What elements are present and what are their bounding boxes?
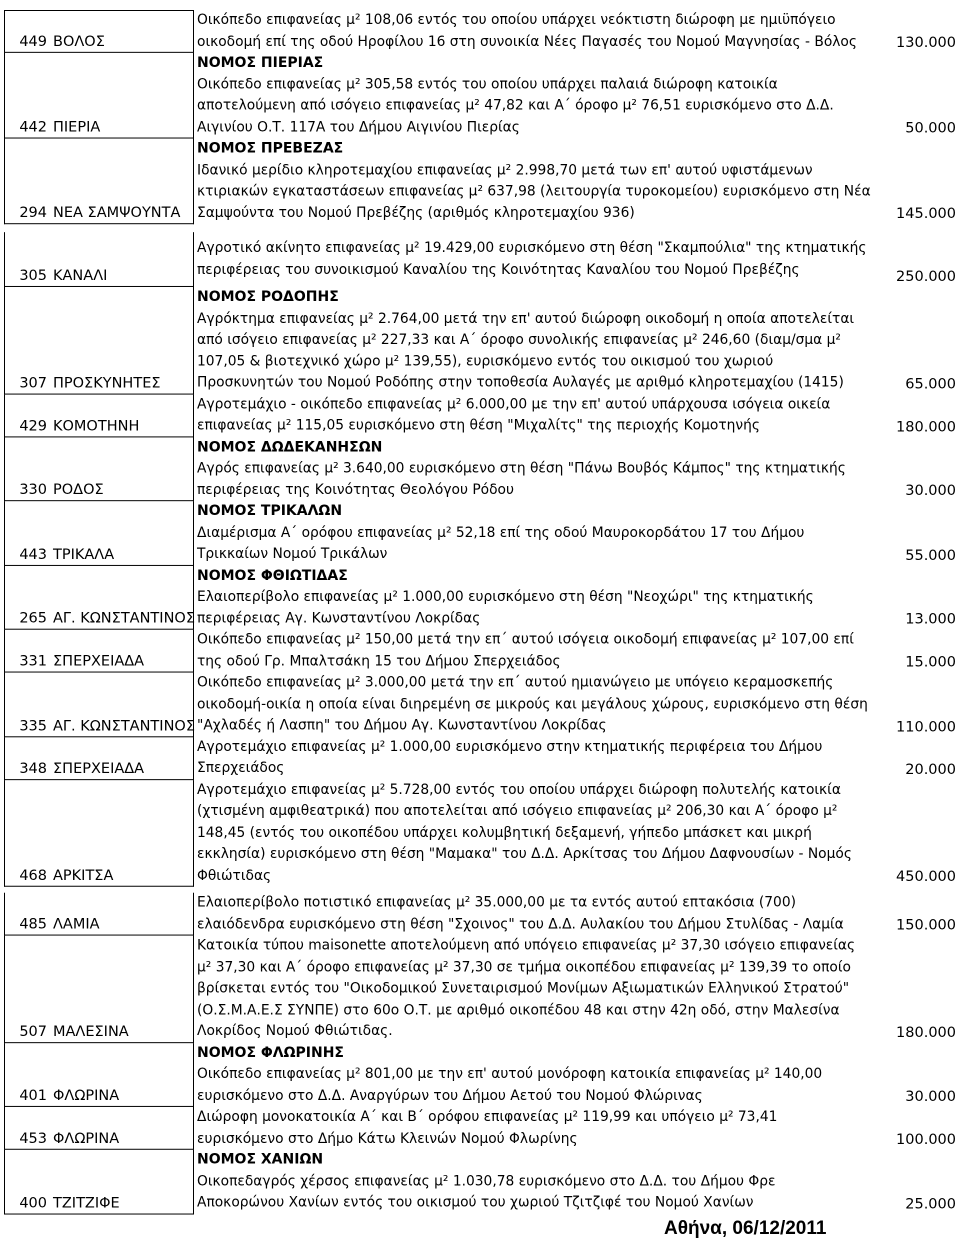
id-cell: [4, 53, 194, 139]
description-line: Αγροτεμάχιο - οικόπεδο επιφανείας μ² 6.000,00 με την επ' αυτού υπάρχουσα ισόγεια οικεία: [197, 396, 831, 413]
listing-code: 453: [19, 1130, 47, 1147]
price-amount: 15.000: [905, 654, 956, 671]
price-amount: 180.000: [896, 1024, 956, 1041]
listing-code: 442: [19, 119, 47, 136]
id-cell: [4, 287, 194, 394]
price-amount: 110.000: [896, 718, 956, 735]
price-amount: 50.000: [905, 120, 956, 137]
listing-code: 307: [19, 375, 47, 392]
table-row: [4, 1043, 956, 1107]
town-name: ΦΛΩΡΙΝΑ: [53, 1087, 120, 1104]
table-row: [4, 936, 956, 1043]
description-line: Οικόπεδο επιφανείας μ² 801,00 με την επ' αυτού μονόροφη κατοικία επιφανείας μ² 140,00: [197, 1066, 823, 1083]
price-amount: 145.000: [896, 206, 956, 223]
description-line: Αγροτεμάχιο επιφανείας μ² 5.728,00 εντός του οποίου υπάρχει διώροφη πολυτελής κατοικία: [197, 781, 841, 798]
listing-code: 401: [19, 1087, 47, 1104]
town-name: ΦΛΩΡΙΝΑ: [53, 1130, 120, 1147]
description-line: Οικοπεδαγρός χέρσος επιφανείας μ² 1.030,78 ευρισκόμενο στο Δ.Δ. του Δήμου Φρε: [197, 1173, 776, 1190]
table-row: [4, 232, 956, 287]
id-cell: [4, 565, 194, 629]
description-line: 107,05 & βιοτεχνικό χώρο μ² 139,55), ευρισκόμενο εντός του οικισμού του χωριού: [197, 353, 774, 370]
prefecture-heading: ΝΟΜΟΣ ΤΡΙΚΑΛΩΝ: [197, 503, 343, 520]
description-line: Διαμέρισμα Α΄ ορόφου επιφανείας μ² 52,18 επί της οδού Μαυροκορδάτου 17 του Δήμου: [197, 524, 805, 541]
description-line: Αγροτικό ακίνητο επιφανείας μ² 19.429,00 ευρισκόμενο στη θέση "Σκαμπούλια" της κτηματικής: [197, 240, 867, 257]
price-amount: 13.000: [905, 611, 956, 628]
description-line: Λοκρίδος Νομού Φθιώτιδας.: [197, 1023, 393, 1040]
description-cell: [197, 673, 868, 737]
town-name: ΤΖΙΤΖΙΦΕ: [53, 1195, 120, 1212]
id-cell: [4, 1043, 194, 1107]
description-line: Κατοικία τύπου maisonette αποτελούμενη από υπόγειο επιφανείας μ² 37,30 ισόγειο επιφανείας: [197, 937, 856, 954]
listing-code: 468: [19, 867, 47, 884]
listing-code: 265: [19, 610, 47, 627]
description-line: της οδού Γρ. Μπαλτσάκη 15 του Δήμου Σπερχειάδος: [197, 653, 561, 670]
description-line: Προσκυνητών του Νομού Ροδόπης στην τοποθεσία Αυλαγές με αριθμό κληροτεμαχίου (1415): [197, 374, 844, 391]
id-cell: [4, 630, 194, 673]
id-cell: [4, 780, 194, 887]
description-line: βρίσκεται εντός του "Οικοδομικού Συνεταιρισμού Μονίμων Αξιωματικών Ελληνικού Στρατού": [197, 980, 850, 997]
description-line: κτιριακών εγκαταστάσεων επιφανείας μ² 637,98 (λειτουργία τυροκομείου) ευρισκόμενο στη Νέα: [197, 183, 871, 200]
table-row: [4, 501, 956, 565]
prefecture-heading: ΝΟΜΟΣ ΔΩΔΕΚΑΝΗΣΩΝ: [197, 438, 383, 455]
table-row: [4, 737, 956, 780]
listing-code: 335: [19, 717, 47, 734]
description-cell: [197, 893, 852, 936]
description-line: Ιδανικό μερίδιο κληροτεμαχίου επιφανείας μ² 2.998,70 μετά των επ' αυτού υφιστάμενων: [197, 161, 813, 178]
id-cell: [4, 1150, 194, 1214]
description-line: Φθιώτιδας: [197, 867, 272, 884]
table-row: [4, 394, 956, 437]
id-cell: [4, 232, 194, 287]
description-cell: [197, 53, 852, 139]
description-line: οικοδομή επί της οδού Ηροφίλου 16 στη συνοικία Νέες Παγασές του Νομού Μαγνησίας - Βόλος: [197, 33, 857, 50]
description-line: Σπερχειάδος: [197, 760, 285, 777]
price-amount: 65.000: [905, 376, 956, 393]
description-line: από ισόγειο επιφανείας μ² 227,33 και Α΄ όροφο συνολικής επιφανείας μ² 246,60 (διαμ/σμα μ²: [197, 331, 841, 348]
price-amount: 20.000: [905, 761, 956, 778]
description-cell: [197, 501, 852, 565]
description-line: περιφέρειας του συνοικισμού Καναλίου της Κοινότητας Καναλίου του Νομού Πρεβέζης: [197, 261, 800, 278]
listing-code: 330: [19, 482, 47, 499]
town-name: ΣΠΕΡΧΕΙΑΔΑ: [53, 760, 145, 777]
price-amount: 130.000: [896, 34, 956, 51]
listing-code: 400: [19, 1195, 47, 1212]
listing-code: 294: [19, 205, 47, 222]
description-cell: [197, 737, 852, 780]
prefecture-heading: ΝΟΜΟΣ ΠΡΕΒΕΖΑΣ: [197, 140, 344, 157]
description-line: Διώροφη μονοκατοικία Α΄ και Β΄ ορόφου επιφανείας μ² 119,99 και υπόγειο μ² 73,41: [197, 1108, 778, 1125]
description-line: Οικόπεδο επιφανείας μ² 108,06 εντός του οποίου υπάρχει νεόκτιστη διώροφη με ημιϋπόγειο: [197, 11, 836, 28]
description-line: Οικόπεδο επιφανείας μ² 305,58 εντός του οποίου υπάρχει παλαιά διώροφη κατοικία: [197, 76, 778, 93]
description-cell: [197, 10, 857, 53]
table-row: [4, 1150, 956, 1214]
description-line: ευρισκόμενο στο Δήμο Κάτω Κλεινών Νομού Φλωρίνης: [197, 1130, 578, 1147]
id-cell: [4, 394, 194, 437]
description-line: Αγρόκτημα επιφανείας μ² 2.764,00 μετά την επ' αυτού διώροφη οικοδομή η οποία αποτελείται: [197, 310, 855, 327]
id-cell: [4, 673, 194, 737]
table-row: [4, 630, 956, 673]
price-amount: 25.000: [905, 1196, 956, 1213]
description-line: Αγρός επιφανείας μ² 3.640,00 ευρισκόμενο στη θέση "Πάνω Βουβός Κάμπος" της κτηματικής: [197, 460, 846, 477]
description-cell: [197, 232, 867, 281]
description-line: (Ο.Σ.Μ.Α.Ε.Σ ΣΥΝΠΕ) στο 60ο Ο.Τ. με αριθμό οικοπέδου 48 και στην 42η οδό, στην Μαλεσίνα: [197, 1001, 840, 1018]
table-row: [4, 565, 956, 629]
description-line: ελαιόδενδρα ευρισκόμενο στη θέση "Σχοινος" του Δ.Δ. Αυλακίου του Δήμου Στυλίδας - Λαμία: [197, 916, 844, 933]
table-row: [4, 780, 956, 887]
town-name: ΠΡΟΣΚΥΝΗΤΕΣ: [53, 375, 161, 392]
description-line: Σαμψούντα του Νομού Πρεβέζης (αριθμός κληροτεμαχίου 936): [197, 204, 635, 221]
description-line: περιφέρειας της Κοινότητας Θεολόγου Ρόδου: [197, 481, 514, 498]
description-cell: [197, 394, 852, 437]
description-cell: [197, 936, 856, 1043]
description-line: Ελαιοπερίβολο ποτιστικό επιφανείας μ² 35.000,00 με τα εντός αυτού επτακόσια (700): [197, 894, 796, 911]
listing-code: 485: [19, 916, 47, 933]
prefecture-heading: ΝΟΜΟΣ ΦΛΩΡΙΝΗΣ: [197, 1044, 344, 1061]
town-name: ΝΕΑ ΣΑΜΨΟΥΝΤΑ: [53, 205, 181, 222]
price-amount: 100.000: [896, 1131, 956, 1148]
town-name: ΚΟΜΟΤΗΝΗ: [53, 417, 140, 434]
listing-code: 331: [19, 653, 47, 670]
price-amount: 450.000: [896, 868, 956, 885]
table-row: [4, 1107, 956, 1150]
description-line: περιφέρειας Αγ. Κωνσταντίνου Λοκρίδας: [197, 610, 481, 627]
listing-code: 443: [19, 546, 47, 563]
description-line: 148,45 (εντός του οικοπέδου υπάρχει κολυμβητική δεξαμενή, γήπεδο μπάσκετ και μικρή: [197, 824, 812, 841]
town-name: ΠΙΕΡΙΑ: [53, 119, 101, 136]
description-line: Αγροτεμάχιο επιφανείας μ² 1.000,00 ευρισκόμενο στην κτηματικής περιφέρεια του Δήμου: [197, 738, 823, 755]
prefecture-heading: ΝΟΜΟΣ ΧΑΝΙΩΝ: [197, 1151, 324, 1168]
description-line: μ² 37,30 και Α΄ όροφο επιφανείας μ² 37,30 σε τμήμα οικοπέδου επιφανείας μ² 139,39 το οποίο: [197, 958, 851, 975]
town-name: ΛΑΜΙΑ: [53, 916, 100, 933]
table-row: [4, 53, 956, 139]
price-amount: 55.000: [905, 547, 956, 564]
listing-code: 429: [19, 417, 47, 434]
price-amount: 30.000: [905, 483, 956, 500]
table-row: [4, 139, 956, 225]
description-line: Αιγινίου Ο.Τ. 117Α του Δήμου Αιγινίου Πιερίας: [197, 119, 520, 136]
table-row: [4, 437, 956, 501]
listing-code: 305: [19, 268, 47, 284]
description-line: Ελαιοπερίβολο επιφανείας μ² 1.000,00 ευρισκόμενο στη θέση "Νεοχώρι" της κτηματικής: [197, 588, 814, 605]
table-row: [4, 287, 956, 394]
id-cell: [4, 1107, 194, 1150]
listing-code: 449: [19, 33, 47, 50]
description-line: εκκλησία) ευρισκόμενο στη θέση "Μαμακα" του Δ.Δ. Αρκίτσας του Δήμου Δαφνουσίων - Νομός: [197, 845, 852, 862]
place-date-footer: Αθήνα, 06/12/2011: [664, 1218, 827, 1239]
description-line: ευρισκόμενο στο Δ.Δ. Αναργύρων του Δήμου Αετού του Νομού Φλώρινας: [197, 1087, 703, 1104]
description-cell: [197, 780, 852, 887]
listing-code: 348: [19, 760, 47, 777]
price-amount: 150.000: [896, 917, 956, 934]
prefecture-heading: ΝΟΜΟΣ ΡΟΔΟΠΗΣ: [197, 288, 339, 305]
description-line: Αποκορώνου Χανίων εντός του οικισμού του χωριού Τζιτζιφέ του Νομού Χανίων: [197, 1194, 754, 1211]
town-name: ΣΠΕΡΧΕΙΑΔΑ: [53, 653, 145, 670]
town-name: ΚΑΝΑΛΙ: [53, 268, 108, 284]
price-amount: 180.000: [896, 418, 956, 435]
description-line: "Αχλαδές ή Λασπη" του Δήμου Αγ. Κωνσταντίνου Λοκρίδας: [197, 717, 607, 734]
id-cell: [4, 437, 194, 501]
description-cell: [197, 1150, 852, 1214]
description-cell: [197, 565, 852, 629]
description-line: επιφανείας μ² 115,05 ευρισκόμενο στη θέση "Μιχαλίτς" της περιοχής Κομοτηνής: [197, 417, 760, 434]
town-name: ΤΡΙΚΑΛΑ: [53, 546, 115, 563]
description-cell: [197, 287, 855, 394]
id-cell: [4, 893, 194, 936]
id-cell: [4, 501, 194, 565]
description-cell: [197, 630, 852, 673]
description-line: αποτελούμενη από ισόγειο επιφανείας μ² 47,82 και Α΄ όροφο μ² 76,51 ευρισκόμενο στο Δ.Δ.: [197, 97, 834, 114]
description-line: Οικόπεδο επιφανείας μ² 150,00 μετά την επ΄ αυτού ισόγεια οικοδομή επιφανείας μ² 107,00 επί: [197, 631, 854, 648]
listing-code: 507: [19, 1023, 47, 1040]
description-cell: [197, 437, 852, 501]
description-line: οικοδομή-οικία η οποία είναι διηρεμένη σε μικρούς και μεγάλους χώρους, ευρισκόμενο στη θέση: [197, 695, 868, 712]
town-name: ΑΡΚΙΤΣΑ: [53, 867, 114, 884]
prefecture-heading: ΝΟΜΟΣ ΠΙΕΡΙΑΣ: [197, 54, 324, 71]
table-row: [4, 673, 956, 737]
id-cell: [4, 10, 194, 53]
town-name: ΑΓ. ΚΩΝΣΤΑΝΤΙΝΟΣ: [53, 717, 195, 734]
description-cell: [197, 1107, 852, 1150]
id-cell: [4, 936, 194, 1043]
town-name: ΡΟΔΟΣ: [53, 482, 104, 499]
price-amount: 250.000: [896, 269, 956, 285]
table-row: [4, 10, 956, 53]
table-row: [4, 893, 956, 936]
price-amount: 30.000: [905, 1088, 956, 1105]
id-cell: [4, 737, 194, 780]
town-name: ΒΟΛΟΣ: [53, 33, 105, 50]
description-line: Οικόπεδο επιφανείας μ² 3.000,00 μετά την επ΄ αυτού ημιανώγειο με υπόγειο κεραμοσκεπής: [197, 674, 834, 691]
description-line: Τρικκαίων Νομού Τρικάλων: [197, 546, 388, 562]
description-line: (χτισμένη αμφιθεατρικά) που αποτελείται από ισόγειο επιφανείας μ² 206,30 και Α΄ όροφο μ²: [197, 803, 838, 819]
town-name: ΜΑΛΕΣΙΝΑ: [53, 1023, 129, 1040]
id-cell: [4, 139, 194, 225]
town-name: ΑΓ. ΚΩΝΣΤΑΝΤΙΝΟΣ: [53, 610, 195, 627]
prefecture-heading: ΝΟΜΟΣ ΦΘΙΩΤΙΔΑΣ: [197, 567, 348, 584]
description-cell: [197, 1043, 852, 1107]
description-cell: [197, 139, 871, 225]
